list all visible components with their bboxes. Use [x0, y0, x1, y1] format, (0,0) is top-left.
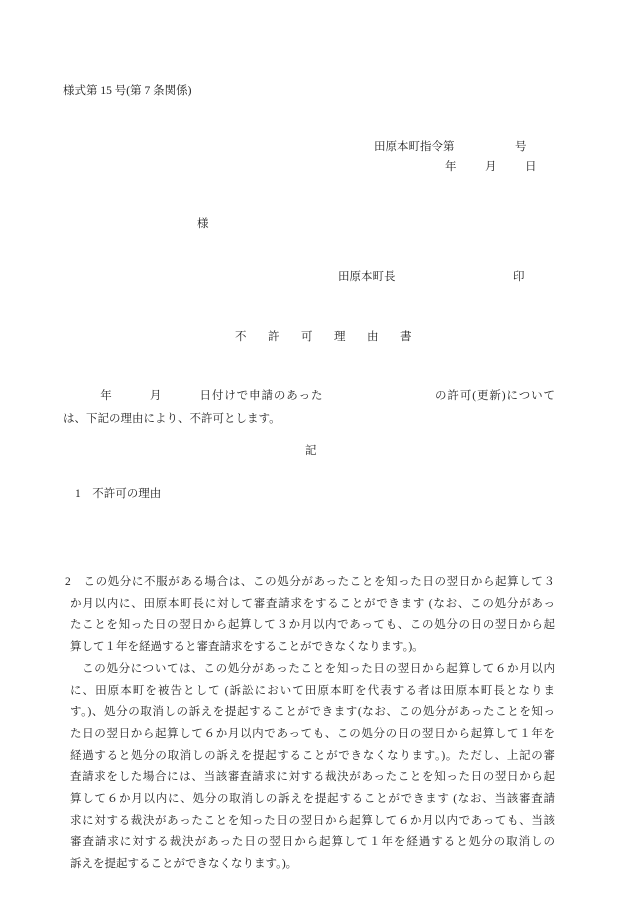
text-line: 算して６か月以内に、処分の取消しの訴えを提起することができます (なお、当該審査請 [70, 793, 555, 806]
intro-paragraph [63, 385, 555, 430]
text-line: 年 月 日付けで申請のあった の許可(更新)について [63, 390, 555, 402]
directive-number-suffix: 号 [515, 141, 527, 153]
issue-date-year-label: 年 [445, 161, 457, 173]
text-line: た日の翌日から起算して６か月以内であっても、この処分の日の翌日から起算して１年を [70, 727, 555, 740]
text-line: か月以内に、田原本町長に対して審査請求をすることができます (なお、この処分があっ [70, 597, 555, 610]
text-line: 2 この処分に不服がある場合は、この処分があったことを知った日の翌日から起算して３ [65, 576, 555, 588]
text-line: 訴えを提起することができなくなります。)。 [70, 858, 298, 871]
item-1-heading: 1 不許可の理由 [75, 488, 162, 500]
addressee-honorific: 様 [197, 218, 209, 230]
text-line: この処分については、この処分があったことを知った日の翌日から起算して６か月以内 [70, 662, 555, 675]
issue-date-month-label: 月 [485, 161, 497, 173]
text-line: は、下記の理由により、不許可とします。 [63, 412, 281, 425]
text-line: に、田原本町を被告として (訴訟において田原本町を代表する者は田原本町長となりま [70, 684, 555, 697]
text-line: す。)、処分の取消しの訴えを提起することができます(なお、この処分があったことを知っ [70, 706, 555, 719]
text-line: 経過すると処分の取消しの訴えを提起することができなくなります。)。ただし、上記の審 [70, 749, 555, 762]
issuer-title: 田原本町長 [338, 271, 396, 283]
document-title: 不 許 可 理 由 書 [235, 331, 417, 343]
text-line: たことを知った日の翌日から起算して３か月以内であっても、この処分の日の翌日から起 [70, 619, 555, 632]
issue-date-day-label: 日 [525, 161, 537, 173]
seal-placeholder: 印 [513, 271, 525, 283]
directive-number-prefix: 田原本町指令第 [374, 141, 455, 153]
item-2-appeal-notice-paragraph [65, 572, 555, 876]
text-line: 算して１年を経過すると審査請求をすることができなくなります。)。 [70, 641, 424, 654]
text-line: 審査請求に対する裁決があった日の翌日から起算して１年を経過すると処分の取消しの [70, 836, 555, 849]
text-line: 査請求をした場合には、当該審査請求に対する裁決があったことを知った日の翌日から起 [70, 771, 555, 784]
form-number: 様式第 15 号(第 7 条関係) [63, 85, 192, 97]
text-line: 求に対する裁決があったことを知った日の翌日から起算して６か月以内であっても、当該 [70, 814, 555, 827]
record-marker: 記 [305, 445, 317, 457]
